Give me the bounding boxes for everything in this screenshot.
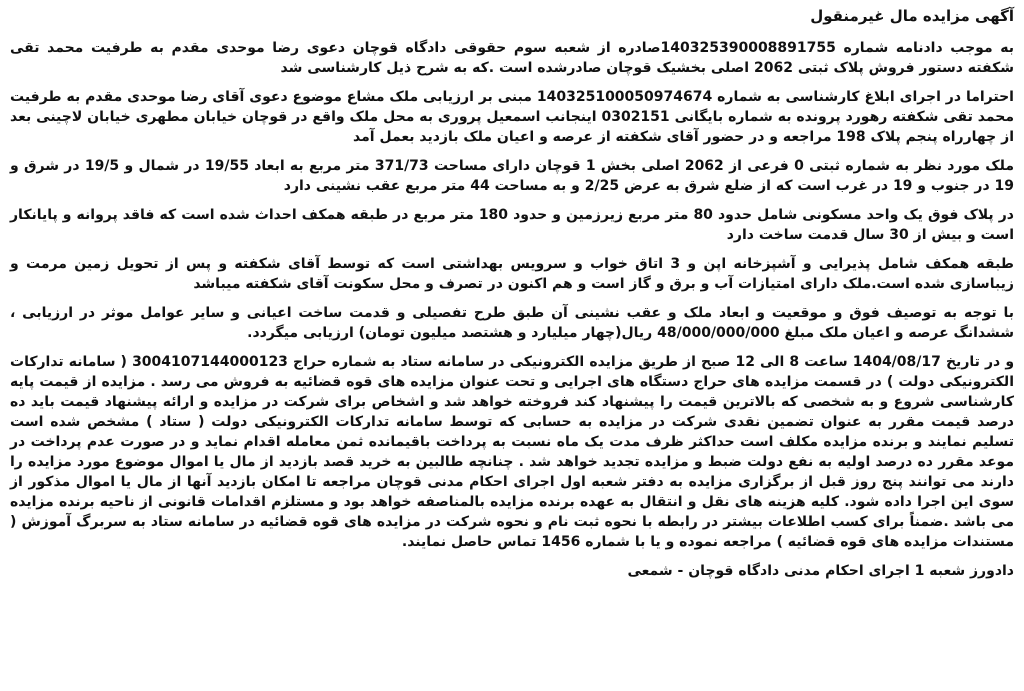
paragraph-valuation: با توجه به توصیف فوق و موقعیت و ابعاد ملک و عقب نشینی آن طبق طرح تفصیلی و قدمت ساخت اعیانی و سایر عوامل موثر در ارزیابی ، ششدانگ عرصه و اعیان ملک مبلغ 48/000/000/000 ریال(چهار میلیارد و هشتصد میلیون تومان) ارزیابی میگردد. (10, 305, 1014, 341)
paragraph-auction-terms: و در تاریخ 1404/08/17 ساعت 8 الی 12 صبح از طریق مزایده الکترونیکی در سامانه ستاد به شماره حراج 3004107144000123 ( سامانه تدارکات الکترونیکی دولت ) در قسمت مزایده های حراج دستگاه های اجرایی و تحت عنوان مزایده های قوه قضائیه به فروش می رسد . مزایده از قیمت پایه کارشناسی شروع و به شخصی که بالاترین قیمت را پیشنهاد کند فروخته خواهد شد و اشخاص برای شرکت در مزایده و ارائه پیشنهاد قیمت باید ده درصد قیمت مقرر به عنوان تضمین نقدی شرکت در مزایده به حسابی که توسط سامانه تدارکات الکترونیکی دولت ( ستاد ) مشخص شده است تسلیم نمایند و برنده مزایده مکلف است حداکثر ظرف مدت یک ماه نسبت به پرداخت باقیمانده ثمن معامله اقدام نماید و در صورت عدم پرداخت در موعد مقرر ده درصد اولیه به نفع دولت ضبط و مزایده تجدید خواهد شد . چنانچه طالبین به خرید قصد بازدید از مال یا اموال موضوع مورد مزایده را دارند می توانند پنج روز قبل از برگزاری مزایده به دفتر شعبه اول اجرای احکام مدنی قوچان مراجعه تا امکان بازدید آنها از مال یا اموال مذکور از سوی این اجرا داده شود. کلیه هزینه های نقل و انتقال به عهده برنده مزایده بالمناصفه خواهد بود و مستلزم اقدامات قانونی از ناحیه برنده مزایده می باشد .ضمناً برای کسب اطلاعات بیشتر در رابطه با نحوه ثبت نام و نحوه شرکت در مزایده های قوه قضائیه در سامانه ستاد به سربرگ آموزش ( مستندات مزایده های قوه قضائیه ) مراجعه نموده و یا با شماره 1456 تماس حاصل نمایند. (10, 354, 1015, 550)
paragraph-ground-floor: طبقه همکف شامل پذیرایی و آشپزخانه اپن و 3 اتاق خواب و سرویس بهداشتی است که توسط آقای شکفته و پس از تحویل زمین مرمت و زیباسازی شده است.ملک دارای امتیازات آب و برق و گاز است و هم اکنون در تصرف و محل سکونت آقای شکفته میباشد (10, 256, 1014, 292)
paragraph-expert-visit: احتراما در اجرای ابلاغ کارشناسی به شماره 140325100050974674 مبنی بر ارزیابی ملک مشاع موضوع دعوی آقای رضا موحدی مقدم به طرفیت محمد تقی شکفته رهورد پرونده به شماره بایگانی 0302151 اینجانب اسمعیل پروری به محل ملک واقع در قوچان خیابان مطهری خیابان لاچینی بعد از چهارراه پنجم پلاک 198 مراجعه و در حضور آقای شکفته از عرصه و اعیان ملک بازدید بعمل آمد (10, 89, 1014, 145)
paragraph-property-dimensions: ملک مورد نظر به شماره ثبتی 0 فرعی از 2062 اصلی بخش 1 قوچان دارای مساحت 371/73 متر مربع به ابعاد 19/55 در شمال و 19/5 در شرق و 19 در جنوب و 19 در غرب است که از ضلع شرق به عرض 2/25 و به مساحت 44 متر مربع عقب نشینی دارد (10, 158, 1014, 194)
paragraph-building-description: در پلاک فوق یک واحد مسکونی شامل حدود 80 متر مربع زیرزمین و حدود 180 متر مربع در طبقه همکف احداث شده است که فاقد پروانه و پایانکار است و بیش از 30 سال قدمت ساخت دارد (10, 207, 1014, 243)
notice-title: آگهی مزایده مال غیرمنقول (810, 7, 1014, 25)
signature-line: دادورز شعبه 1 اجرای احکام مدنی دادگاه قوچان - شمعی (627, 563, 1014, 579)
paragraph-court-order: به موجب دادنامه شماره 140325390008891755صادره از شعبه سوم حقوقی دادگاه قوچان دعوی رضا موحدی مقدم به طرفیت محمد تقی شکفته دستور فروش پلاک ثبتی 2062 اصلی بخشیک قوچان صادرشده است .که به شرح ذیل کارشناسی شد (10, 40, 1014, 76)
